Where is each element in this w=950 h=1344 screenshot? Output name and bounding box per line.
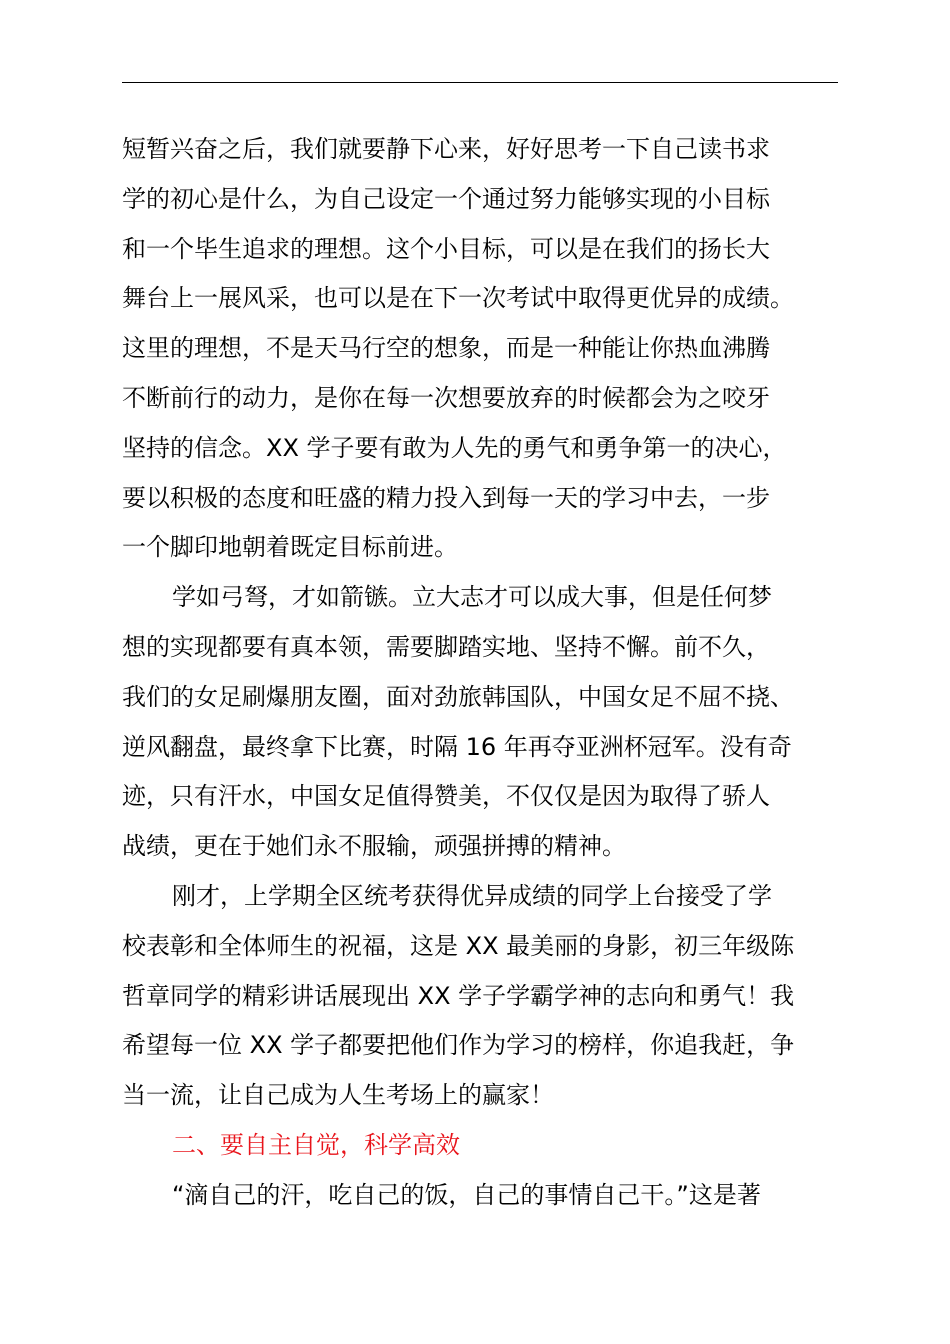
text-line: 逆风翻盘，最终拿下比赛，时隔 16 年再夺亚洲杯冠军。没有奇 xyxy=(122,732,792,761)
text-line: 坚持的信念。XX 学子要有敢为人先的勇气和勇争第一的决心， xyxy=(122,433,787,462)
header-rule xyxy=(122,82,838,83)
text-line: 刚才，上学期全区统考获得优异成绩的同学上台接受了学 xyxy=(172,882,772,910)
section-heading: 二、要自主自觉，科学高效 xyxy=(172,1131,460,1159)
text-line: 战绩，更在于她们永不服输，顽强拼搏的精神。 xyxy=(122,832,626,861)
text-line: 哲章同学的精彩讲话展现出 XX 学子学霸学神的志向和勇气！我 xyxy=(122,981,795,1010)
text-line: 不断前行的动力，是你在每一次想要放弃的时候都会为之咬牙 xyxy=(122,384,770,412)
text-line: 希望每一位 XX 学子都要把他们作为学习的榜样，你追我赶，争 xyxy=(122,1031,795,1060)
text-line: 这里的理想，不是天马行空的想象，而是一种能让你热血沸腾 xyxy=(122,334,770,363)
text-line: 想的实现都要有真本领，需要脚踏实地、坚持不懈。前不久， xyxy=(122,633,770,661)
text-line: 当一流，让自己成为人生考场上的赢家！ xyxy=(122,1081,554,1110)
text-line: 学的初心是什么，为自己设定一个通过努力能够实现的小目标 xyxy=(122,184,770,213)
text-line: 学如弓弩，才如箭镞。立大志才可以成大事，但是任何梦 xyxy=(172,583,772,612)
text-line: 我们的女足刷爆朋友圈，面对劲旅韩国队，中国女足不屈不挠、 xyxy=(122,682,794,711)
text-line: 校表彰和全体师生的祝福，这是 XX 最美丽的身影，初三年级陈 xyxy=(122,931,795,960)
text-line: 短暂兴奋之后，我们就要静下心来，好好思考一下自己读书求 xyxy=(122,135,770,163)
text-line: 和一个毕生追求的理想。这个小目标，可以是在我们的扬长大 xyxy=(122,234,770,263)
text-line: 要以积极的态度和旺盛的精力投入到每一天的学习中去，一步 xyxy=(122,483,770,512)
text-line: 一个脚印地朝着既定目标前进。 xyxy=(122,533,458,562)
text-line: 迹，只有汗水，中国女足值得赞美，不仅仅是因为取得了骄人 xyxy=(122,782,770,811)
text-line: “滴自己的汗，吃自己的饭，自己的事情自己干。”这是著 xyxy=(172,1180,761,1209)
text-line: 舞台上一展风采，也可以是在下一次考试中取得更优异的成绩。 xyxy=(122,284,794,313)
